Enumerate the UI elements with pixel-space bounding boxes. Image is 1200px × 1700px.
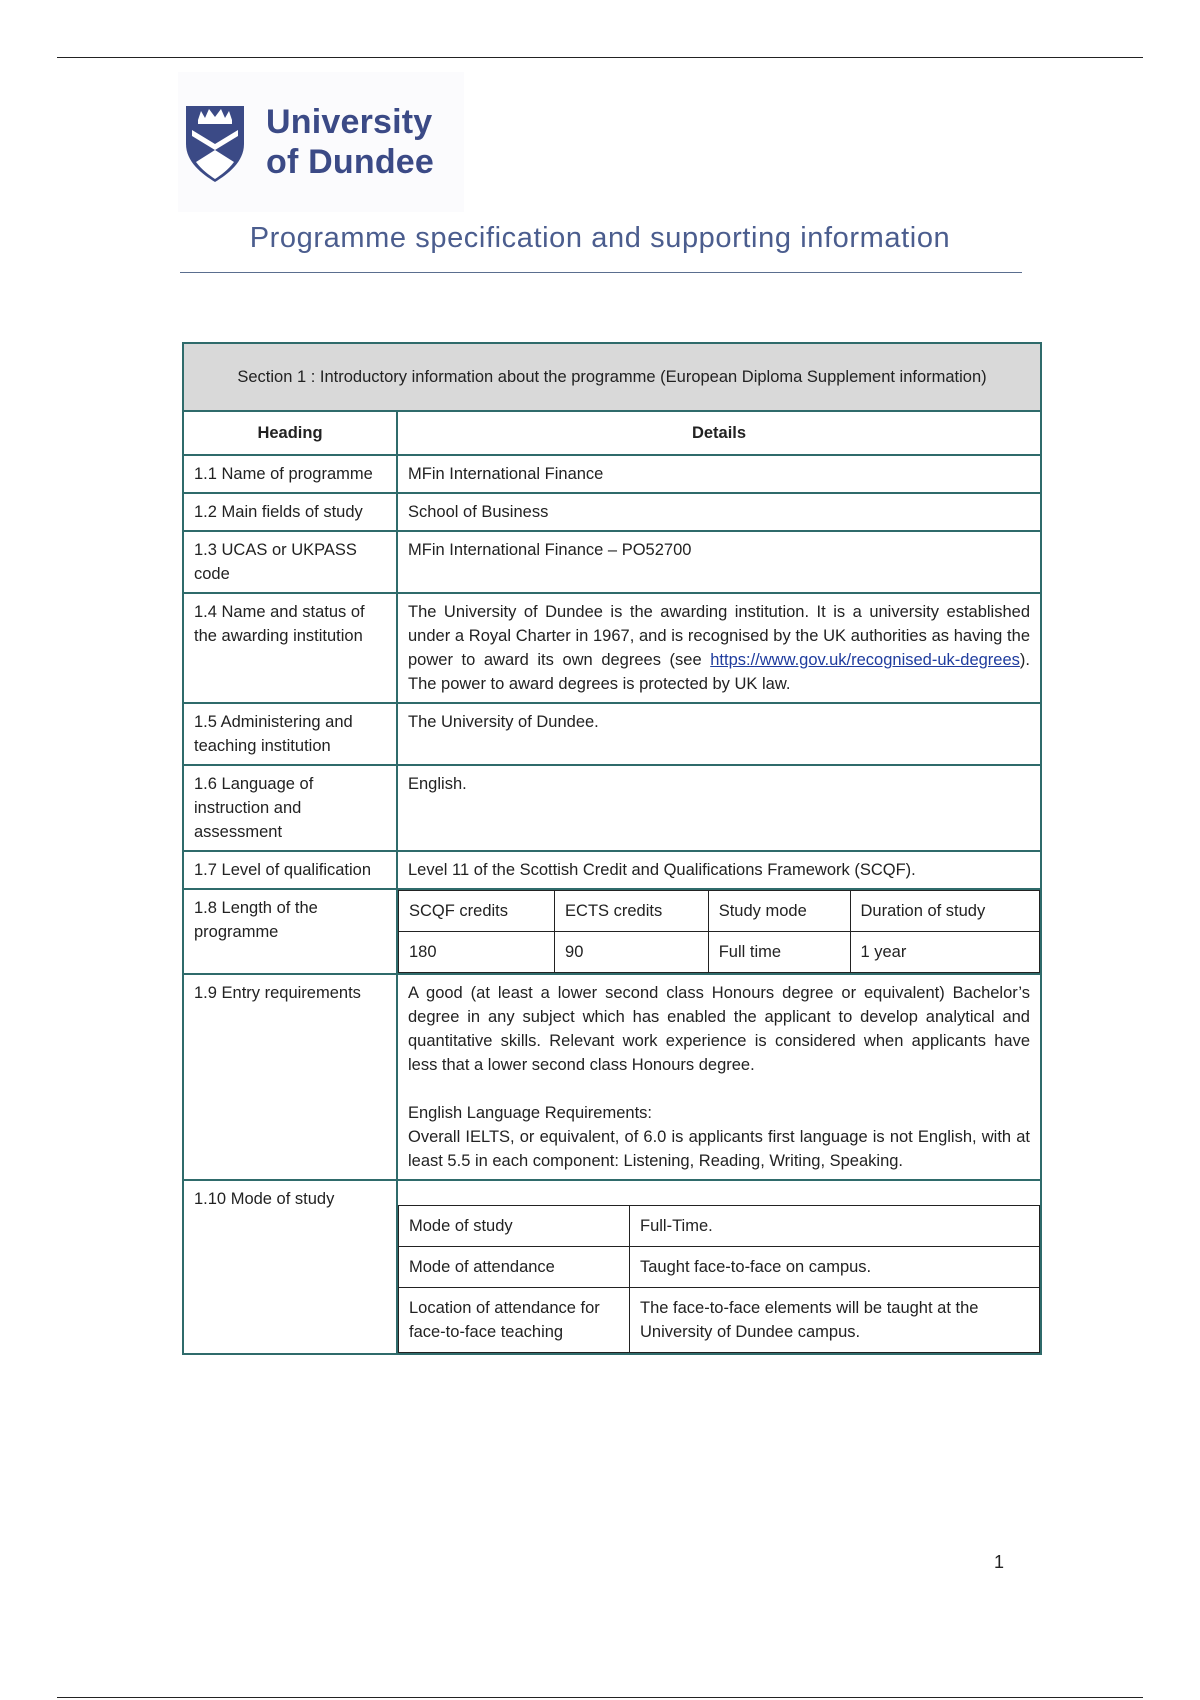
page-number: 1: [994, 1552, 1005, 1572]
row-heading: 1.6 Language of instruction and assessment: [183, 765, 397, 851]
university-logo: [178, 72, 464, 212]
scqf-credits-label: SCQF credits: [399, 891, 555, 932]
english-requirements-heading: English Language Requirements:: [408, 1104, 652, 1122]
section-title: Section 1 : Introductory information about the programme (European Diploma Supplement information): [183, 343, 1041, 411]
document-title: Programme specification and supporting information: [249, 222, 951, 254]
row-detail: Level 11 of the Scottish Credit and Qualifications Framework (SCQF).: [397, 851, 1041, 889]
row-heading: 1.5 Administering and teaching institution: [183, 703, 397, 765]
mode-of-study-cell: [397, 1180, 1041, 1354]
mode-of-study-value: Full-Time.: [630, 1206, 1040, 1247]
row-heading: 1.8 Length of the programme: [183, 889, 397, 974]
mode-of-attendance-label: Mode of attendance: [399, 1247, 630, 1288]
details-column-header: Details: [397, 411, 1041, 455]
location-of-attendance-label: Location of attendance for face-to-face teaching: [399, 1288, 630, 1353]
table-row: [183, 493, 1041, 531]
row-heading: 1.1 Name of programme: [183, 455, 397, 493]
awarding-text-end: ). The power to award degrees is protected by UK law.: [408, 651, 1030, 693]
mode-of-attendance-value: Taught face-to-face on campus.: [630, 1247, 1040, 1288]
row-detail: School of Business: [397, 493, 1041, 531]
study-mode-value: Full time: [708, 932, 850, 973]
row-detail: MFin International Finance – PO52700: [397, 531, 1041, 593]
row-detail: [397, 974, 1041, 1180]
programme-length-cell: [397, 889, 1041, 974]
row-detail: MFin International Finance: [397, 455, 1041, 493]
logo-wordmark-line2: of Dundee: [266, 143, 435, 181]
table-row: [183, 1180, 1041, 1354]
bottom-rule: [57, 1697, 1143, 1698]
recognised-degrees-link[interactable]: https://www.gov.uk/recognised-uk-degrees: [710, 651, 1020, 669]
row-detail: The University of Dundee.: [397, 703, 1041, 765]
heading-column-header: Heading: [183, 411, 397, 455]
table-row: [183, 889, 1041, 974]
ects-credits-value: 90: [555, 932, 709, 973]
entry-requirements-text: A good (at least a lower second class Honours degree or equivalent) Bachelor’s degree in any subject which has enabled the applicant to develop analytical and quantitative skills. Relevant work experience is considered when applicants have less that a lower second class Honours degree.: [408, 984, 1030, 1074]
table-row: [183, 593, 1041, 703]
table-row: [183, 974, 1041, 1180]
duration-value: 1 year: [850, 932, 1040, 973]
top-rule: [57, 57, 1143, 58]
location-of-attendance-value: The face-to-face elements will be taught at the University of Dundee campus.: [630, 1288, 1040, 1353]
mode-of-study-label: Mode of study: [399, 1206, 630, 1247]
programme-length-table: [398, 890, 1040, 973]
table-row: [183, 851, 1041, 889]
english-requirements-text: Overall IELTS, or equivalent, of 6.0 is applicants first language is not English, with at least 5.5 in each component: Listening, Reading, Writing, Speaking.: [408, 1128, 1030, 1170]
title-underline: [180, 272, 1022, 273]
logo-wordmark-line1: University: [266, 103, 433, 141]
scqf-credits-value: 180: [399, 932, 555, 973]
duration-label: Duration of study: [850, 891, 1040, 932]
table-row: [183, 455, 1041, 493]
table-row: [183, 531, 1041, 593]
row-heading: 1.4 Name and status of the awarding institution: [183, 593, 397, 703]
row-heading: 1.9 Entry requirements: [183, 974, 397, 1180]
row-heading: 1.2 Main fields of study: [183, 493, 397, 531]
ects-credits-label: ECTS credits: [555, 891, 709, 932]
row-heading: 1.3 UCAS or UKPASS code: [183, 531, 397, 593]
mode-of-study-table: [398, 1205, 1040, 1353]
row-heading: 1.10 Mode of study: [183, 1180, 397, 1354]
row-heading: 1.7 Level of qualification: [183, 851, 397, 889]
shield-crown-icon: [184, 100, 246, 184]
row-detail: [397, 593, 1041, 703]
row-detail: English.: [397, 765, 1041, 851]
table-row: [183, 765, 1041, 851]
table-row: [183, 703, 1041, 765]
study-mode-label: Study mode: [708, 891, 850, 932]
awarding-text: The University of Dundee is the awarding institution. It is a university established under a Royal Charter in 1967, and is recognised by the UK authorities as having the power to award its own degrees (see: [408, 603, 1030, 669]
programme-spec-table: [182, 342, 1042, 1355]
